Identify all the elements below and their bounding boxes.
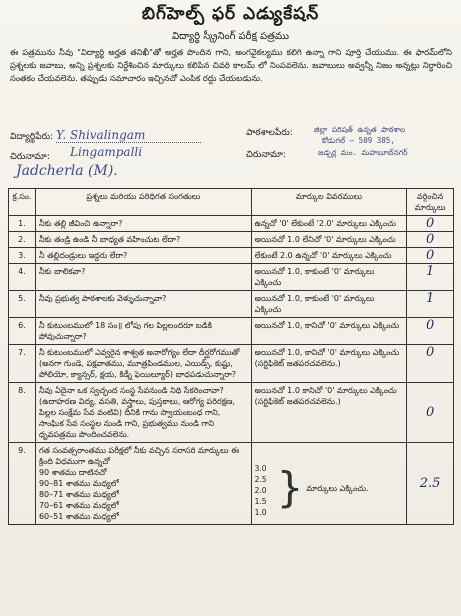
table-row [9,291,454,318]
row-marks-rule: అయినచో 1.0 కానిచో '0' మార్కులు ఎక్కించు (సర్టిఫికెట్ జతపరచవలెను.) [251,383,407,443]
brace-glyph: } [276,463,304,512]
student-name-row [10,128,201,144]
row-question: నీకు తల్లి జీవించి ఉన్నారా? [35,216,251,232]
row-number: 8. [9,383,36,443]
row-marks-rule: అయినచో 1.0, కానిచో '0' మార్కులు ఎక్కించు (సర్టిఫికెట్ జతపరచవలెను.) [251,345,407,383]
intro-paragraph: ఈ పత్రమును నీవు "విద్యార్థి అర్హత తనిఖీ"తో అర్హత పొందిన గాని, అంగవైకల్యము కలిగి ఉన్నా గాని పూర్తి చేయుము. ఈ ఫారమ్‌లోని ప్రశ్నలకు జవాబు, అన్ని ప్రశ్నలకు నిర్దేశించిన మార్కులు కలిపిన చివరి కాలమ్ లో నింపవలెను. జవాబులు అవ్వన్నీ నిజం అన్నట్లు నిర్ధారించి సంతకం చేయవలెను. తప్పుడు సమాచారం ఇచ్చినచో ఎంపిక రద్దు చేయబడును. [10,47,452,83]
row-number: 2. [9,232,36,248]
table-row [9,232,454,248]
table-row [9,216,454,232]
row-score: 1 [407,264,454,291]
grade-points-cell [251,443,407,525]
row-number: 1. [9,216,36,232]
row-question: నీ తల్లిదండ్రులు ఇద్దరు లేరా? [35,248,251,264]
school-stamp-line1: జిల్లా పరిషత్ ఉన్నత పాఠశాల [314,125,406,134]
grade-points-list [255,463,277,518]
address-value-line1: Lingampalli [70,145,143,159]
row-question: గత సంవత్సరాంతము పరీక్షలో నీకు వచ్చిన సరాసరి మార్కులు ఈ క్రింది విధముగా ఉన్నచో [38,446,240,466]
row-question: నీవు ప్రభుత్వ పాఠశాలకు వెళ్ళుచున్నావా? [35,291,251,318]
school-stamp-line2: కోడుగల్ – 509 385, [322,136,395,145]
row-question-with-grades [35,443,251,525]
row-question: నీకు బాలికవా? [35,264,251,291]
row-number: 6. [9,318,36,345]
row-score: 0 [407,216,454,232]
row-score: 0 [407,383,454,443]
school-address-label: చిరునామా: [246,150,286,160]
row-marks-rule: లేకుంటే 2.0 ఉన్నచో '0' మార్కులు ఎక్కించు [251,248,407,264]
row-number: 4. [9,264,36,291]
table-row [9,318,454,345]
row-marks-rule: అయినచో 1.0, కాకుంటే '0' మార్కులు ఎక్కించు [251,291,407,318]
row-number: 5. [9,291,36,318]
col-header-questions: ప్రశ్నలు మరియు పరిధిగత సంగతులు [35,189,251,216]
grade-line: 80–71 శాతము మధ్యలో [38,490,119,499]
row-marks-rule: అయినచో 1.0 లేనిచో '0' మార్కులు ఎక్కించు [251,232,407,248]
table-row [9,264,454,291]
row-number: 7. [9,345,36,383]
grade-line: 60–51 శాతము మధ్యలో [38,512,119,521]
table-row [9,248,454,264]
row-marks-rule: అయినచో 1.0, కాకుంటే '0' మార్కులు ఎక్కించు [251,264,407,291]
grade-point: 2.0 [254,486,267,495]
row-score: 0 [407,318,454,345]
row-score: 0 [407,248,454,264]
row-question: నీవు ఏదైనా ఒక స్వచ్ఛంద సంస్థ సేవనుండి నిధి సేకరించావా? (ఉదాహరణ విద్య, వసతి, వస్త్రాలు, పుస్తకాలు, ఆరోగ్య పరిరక్షణ, పిల్లల సంక్షేమ సేవ వంటివి) దీనికి గాను స్వాయంబంధ గాని, సాంఘిక సేవ సంస్థల నుండి గాని, ప్రభుత్వము నుండి గాని ధృవపత్రము పొందించవలెను. [35,383,251,443]
row-score: 1 [407,291,454,318]
row-score: 2.5 [407,443,454,525]
row-score: 0 [407,232,454,248]
row-marks-rule: ఉన్నచో '0' లేకుంటే '2.0' మార్కులు ఎక్కించు [251,216,407,232]
row-question: నీకు తండ్రి ఉండి నీ బాధ్యత వహించుట లేదా? [35,232,251,248]
col-header-score: వర్గించిన మార్కులు [407,189,454,216]
table-row [9,383,454,443]
student-name-value: Y. Shivalingam [56,128,201,143]
school-address-row [246,150,286,162]
form-subtitle: విద్యార్థి స్క్రీనింగ్ పరీక్ష పత్రము [172,31,289,42]
grade-point: 1.5 [254,497,267,506]
grade-line: 70–61 శాతము మధ్యలో [38,501,119,510]
table-row [9,443,454,525]
grade-point: 2.5 [254,475,267,484]
row-marks-rule: మార్కులు ఎక్కించు. [306,484,369,493]
row-question: నీ కుటుంబములో 18 సం॥ లోపు గల పిల్లలందరూ బడికి పోవుచున్నారా? [35,318,251,345]
grade-point: 3.0 [254,464,267,473]
school-name-label: పాఠశాలపేరు: [246,128,293,138]
row-question: నీ కుటుంబములో ఎవ్వరైన శాశ్వత అనారోగ్యం లేదా దీర్ఘరోగముతో (అనగా గుండె, పక్షవాతము, మూత్రపిండముల, ఎయిడ్స్, కుష్టు, పోలియో, క్యాన్సర్, క్షయ, కిడ్నీ ఫెయిల్యూర్) బాధపడుచున్నారా? [35,345,251,383]
row-number: 9. [9,443,36,525]
row-number: 3. [9,248,36,264]
grade-point: 1.0 [254,508,267,517]
table-row [9,345,454,383]
col-header-number: క్ర.సం. [9,189,36,216]
address-label: చిరునామా: [10,152,50,162]
address-value-line2: Jadcherla (M). [16,163,118,179]
screening-table [8,188,454,525]
grade-line: 90 శాతము దాటినచో [38,468,107,477]
grade-line: 90–81 శాతము మధ్యలో [38,479,119,488]
row-score: 0 [407,345,454,383]
row-marks-rule: అయినచో 1.0, కానిచో '0' మార్కులు ఎక్కించు [251,318,407,345]
school-stamp-line3: జడ్చర్ల మం. మహబూబ్‌నగర్ [318,148,408,157]
school-name-row [246,128,293,140]
col-header-marks-details: మార్కుల వివరములు [251,189,407,216]
form-title: బిగ్‌హెల్ప్ ఫర్ ఎడ్యుకేషన్ [141,4,320,24]
student-name-label: విద్యార్థిపేరు: [10,132,54,142]
table-header-row [9,189,454,216]
